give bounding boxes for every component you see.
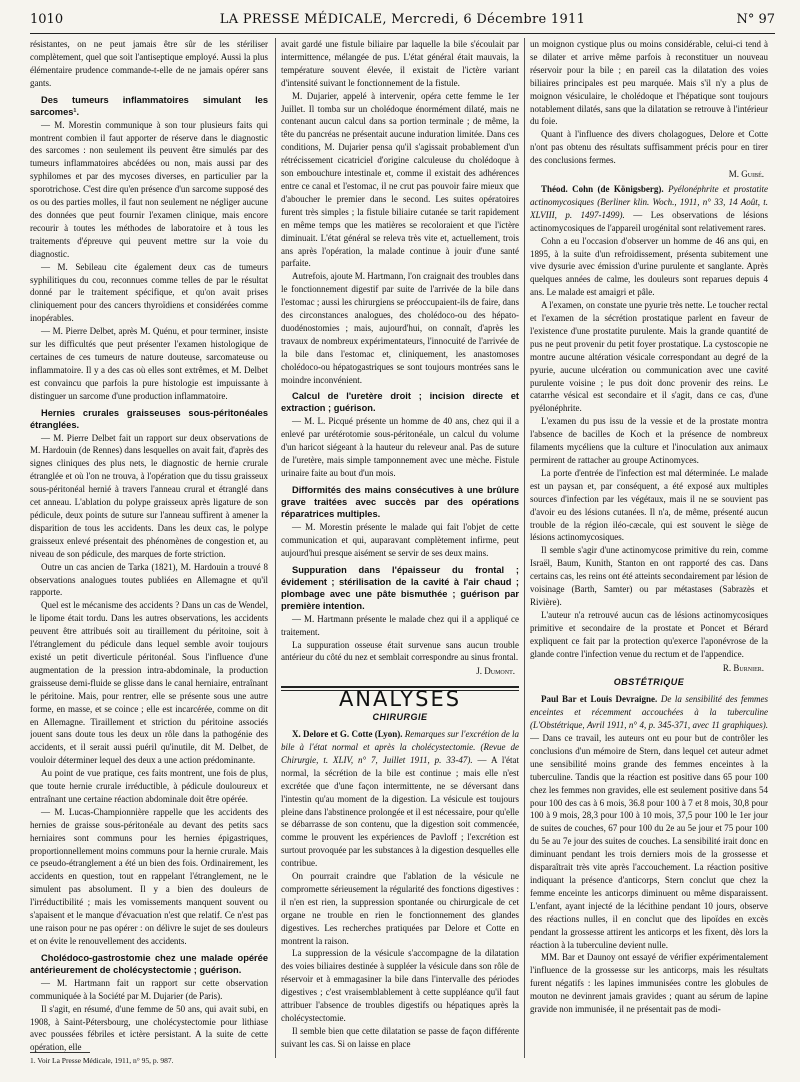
analysis-reference: (L'Obstétrique, Avril 1911, n° 4, p. 345-371, avec 11 graphiques). — [530, 720, 768, 731]
author-signature: J. Dumont. — [476, 666, 515, 677]
analysis-authors: Théod. Cohn (de Königsberg). — [541, 183, 664, 194]
paragraph: La porte d'entrée de l'infection est mal déterminée. Le malade est un paysan et, par conséquent, a été exposé aux multiples sources d'infection par les végétaux, mais il ne se souvient pas d'avoir eu des lésions cutanées. Il n'a, de même, présenté aucun trouble de la région iléo-cæcale, qui est souvent le siège de lésions actinomycosiques. — [530, 467, 768, 543]
article-heading: Calcul de l'uretère droit ; incision directe et extraction ; guérison. — [281, 391, 519, 414]
issue-number: N° 97 — [736, 12, 775, 27]
paragraph: Quel est le mécanisme des accidents ? Dans un cas de Wendel, le lipome était tordu. Dans les autres observations, les accidents peuvent être attribués soit au tiraillement du péritoine, soit à l'étranglement du pédicule dans lequel semble avoir toujours existé un petit diverticule péritonéal. Sous l'influence d'une augmentation de la pression intra-abdominale, la production graisseuse demi-fluide se glisse dans le canal herniaire, entraînant le péritoine. Mais, pour rentrer, elle se présente sous une autre forme, en masse, et se coince ; elle est incarcérée, comme on dit en Allemagne. Tiraillement et striction du péritoine associés jouent sans doute tous les deux un rôle dans la pathogénie des accidents, et il serait aussi puéril qu'inutile, dit M. Delbet, de vouloir déterminer lequel des deux a une action prédominante. — [30, 600, 268, 766]
paragraph: On pourrait craindre que l'ablation de la vésicule ne compromette sérieusement la régularité des fonctions digestives : il n'en est rien, la suppression spontanée ou chirurgicale de cet organe ne trouble en rien le fonctionnement des glandes digestives. Les recherches pratiquées par Delore et Cotte en montrent la raison. — [281, 871, 519, 946]
paragraph: Autrefois, ajoute M. Hartmann, l'on craignait des troubles dans le fonctionnement digestif par suite de l'arrivée de la bile dans l'estomac ; aussi les chirurgiens se préoccupaient-ils de faire, dans des circonstances analogues, des cholédoco-ou des hépato-duodénostomies ; mais, aujourd'hui, on connaît, d'après les travaux de nombreux expérimentateurs, l'innocuité de l'arrivée de la bile dans l'estomac et, cliniquement, les anastomoses cholédoco-ou hépatogastriques se sont toujours montrées sans le moindre inconvénient. — [281, 271, 519, 385]
analysis-entry — [281, 728, 519, 870]
article-heading: Hernies crurales graisseuses sous-péritonéales étranglées. — [30, 407, 268, 430]
analysis-entry — [530, 693, 768, 951]
article-heading: Difformités des mains consécutives à une brûlure grave traitées avec succès par des opérations réparatrices multiples. — [281, 485, 519, 519]
column-2 — [281, 38, 519, 1060]
paragraph: Cohn a eu l'occasion d'observer un homme de 46 ans qui, en 1895, à la suite d'un refroidissement, présenta subitement une vive dysurie avec émission d'urine purulente et sanglante. Après quelques années de calme, les douleurs sont reparues depuis 4 ans. Le malade est amaigri et pâle. — [530, 235, 768, 298]
paragraph: Quant à l'influence des divers cholagogues, Delore et Cotte n'ont pas obtenu des résultats suffisamment précis pour en tirer des conclusions fermes. — [530, 129, 768, 166]
paragraph: — M. Hartmann fait un rapport sur cette observation communiquée à la Société par M. Dujarier (de Paris). — [30, 977, 268, 1001]
analysis-authors: X. Delore et G. Cotte (Lyon). — [292, 729, 403, 740]
masthead: LA PRESSE MÉDICALE, Mercredi, 6 Décembre 1911 — [219, 12, 586, 27]
analysis-reference: (Berliner klin. Woch., 1911, n° 33, 14 Août, t. XLVIII, p. 1497-1499). — [530, 196, 768, 220]
analysis-authors: Paul Bar et Louis Devraigne. — [541, 694, 658, 705]
article-heading: Suppuration dans l'épaisseur du frontal ; évidement ; stérilisation de la cavité à l'air chaud ; plombage avec une pâte bismuthée ; guérison par première intention. — [281, 564, 519, 611]
article-heading: Des tumeurs inflammatoires simulant les sarcomes¹. — [30, 94, 268, 117]
paragraph: L'auteur n'a retrouvé aucun cas de lésions actinomycosiques primitive et secondaire de la prostate et Poncet et Bérard expliquent ce fait par la protection qu'exerce l'aponévrose de la glande contre l'infection venue du rectum et de l'appendice. — [530, 609, 768, 659]
analysis-body: — Dans ce travail, les auteurs ont eu pour but de contrôler les conclusions d'un mémoire de Stern, dans lequel cet auteur admet une sensibilité moins grande des femmes enceintes à la tuberculine. Tandis que la réaction est positive dans 65 pour 100 chez les femmes non gravides, elle est seulement positive dans 54 pour 100 des cas à 6 mois, 36.8 pour 100 à 7 et 8 mois, 30,8 pour 100 à 9 mois, 28,3 pour 100 à 10 mois, 37,5 pour 100 le 1er jour de suites de couches, 67 pour 100 du 2e au 5e jour et 75 pour 100 du 5e au 7e jour des suites de couches. La sensibilité irait donc en diminuant pendant les trois derniers mois de la grossesse et disparaîtrait très vite après l'accouchement. La réaction positive indiquant la présence d'anticorps, Stern conclut que chez la femme enceinte les anticorps diminuent ou même disparaissent. L'enfant, ayant injecté de la lécithine pendant 10 jours, observe des réactions nulles, il en conclut que des lipoïdes en excès pendant la grossesse attirent les anticorps et les fixent, dès lors la réaction à la tuberculine devient nulle. — [530, 733, 768, 950]
author-signature: M. Guibé. — [728, 169, 764, 180]
paragraph: un moignon cystique plus ou moins considérable, celui-ci tend à se dilater et arrive même parfois à reconstituer un nouveau réservoir pour la bile ; en pareil cas la dilatation des voies biliaires principales est peu marquée. Mais s'il n'y a plus de moignon vésiculaire, le cholédoque et l'hépatique sont toujours notablement dilatés, sans que la dilatation se retrouve à l'intérieur du foie. — [530, 39, 768, 127]
paragraph: — M. Sebileau cite également deux cas de tumeurs syphilitiques du cou, reconnues comme telles de par le résultat donné par le traitement spécifique, et qu'on avait prises cliniquement pour des cancers thyroïdiens et considérées comme inopérables. — [30, 261, 268, 324]
paragraph: Au point de vue pratique, ces faits montrent, une fois de plus, que toute hernie crurale irréductible, à pédicule douloureux et entraînant une certaine réaction abdominale doit être opérée. — [30, 768, 268, 804]
paragraph: MM. Bar et Daunoy ont essayé de vérifier expérimentalement l'influence de la grossesse sur les anticorps, mais les résultats furent négatifs : les lapines immunisées contre les globules de mouton ne devinrent jamais gravides ; quant au sérum de lapine gravide non immunisée, il ne présentait pas de modi- — [530, 952, 768, 1015]
paragraph: Il semble bien que cette dilatation se passe de façon différente suivant les cas. Si on laisse en place — [281, 1025, 519, 1049]
column-rule — [524, 38, 525, 1058]
paragraph: M. Dujarier, appelé à intervenir, opéra cette femme le 1er Juillet. Il tomba sur un cholédoque énormément dilaté, mais ne contenant aucun calcul dans sa portion terminale ; de même, la tête du pancréas ne présentait aucune induration limitée. Dans ces conditions, M. Dujarier pensa qu'il s'agissait probablement d'un rétrécissement cicatriciel d'origine calculeuse du cholédoque à son embouchure intestinale et, comme il existait des adhérences entre ce canal et l'estomac, il ne crut pas pouvoir faire mieux que d'aboucher le premier dans le second. Les suites opératoires furent très simples ; la fistule biliaire cutanée se tarit rapidement en même temps que les matières se recoloraient et que l'ictère diminuait. L'état général se releva très vite et, actuellement, trois ans après l'opération, la malade continue à jouir d'une santé parfaite. — [281, 90, 519, 269]
paragraph: — M. Pierre Delbet fait un rapport sur deux observations de M. Hardouin (de Rennes) dans lesquelles on avait fait, d'après des signes cliniques des plus nets, le diagnostic de hernie crurale étranglée et où l'on ne trouva, à l'opération que du tissu graisseux sous-péritonéal hernié à travers l'anneau crural et étranglé dans cet anneau. L'ablation du polype graisseux après ligature de son pédicule, deux points de suture sur l'anneau suffirent à amener la disparition de tous les accidents. Dans les deux cas, le polype graisseux enlevé présentait des phénomènes de congestion et, au niveau de son pédicule, des marques de forte striction. — [30, 432, 268, 559]
footnote-rule — [30, 1052, 90, 1053]
paragraph: Il semble s'agir d'une actinomycose primitive du rein, comme Israël, Baum, Kunith, Stanton en ont rapporté des cas. Dans certains cas, les reins ont été atteints secondairement par lésion de voisinage (Barth, Samter) ou par métastases (Sabrazès et Rivière). — [530, 545, 768, 607]
section-title-analyses: ANALYSES — [338, 687, 462, 712]
analysis-entry — [530, 183, 768, 235]
paragraph: — M. Lucas-Championnière rappelle que les accidents des hernies de graisse sous-péritonéale au devant des petits sacs herniaires sont communs pour les hernies épigastriques, proportionnellement moins communs pour la hernie crurale. Mais ce pseudo-étranglement a été un bien des fois. Ordinairement, les accidents en question, tout en rappelant l'étranglement, ne le simulent pas absolument. Il y a bien des douleurs de l'irréductibilité ; mais les vomissements manquent souvent ou s'apaisent et le manque d'évacuation n'est que relatif. Ce n'est pas une raison pour ne pas opérer : on délivre le sujet de ses douleurs et on évite le renouvellement des accidents. — [30, 806, 268, 946]
analysis-title: Remarques sur l'excrétion de la bile à l'état normal et après la cholécystectomie. — [281, 729, 519, 752]
paragraph: — M. Morestin communique à son tour plusieurs faits qui montrent combien il faut apporter de réserve dans le diagnostic des sarcomes : non seulement ils peuvent être simulés par des tumeurs inflammatoires abcédées ou non, mais aussi par des syphilomes et par des mycoses diverses, en particulier par la sporotrichose. C'est dire qu'en présence d'un sarcome supposé des os ou des parties molles, il faut non seulement ne négliger aucune des données que peut fournir l'examen clinique, mais encore recourir à toutes les méthodes de laboratoire et à tous les traitements d'épreuve qui peuvent mettre sur la voie du diagnostic. — [30, 119, 268, 259]
header-rule — [30, 33, 775, 34]
paragraph: La suppression de la vésicule s'accompagne de la dilatation des voies biliaires destinée à suppléer la vésicule dans son rôle de réservoir et à emmagasiner la bile dans l'intervalle des périodes digestives ; c'est vraisemblablement à cette suppléance qu'il faut attribuer l'absence de troubles digestifs ou hépatiques après la cholécystectomie. — [281, 948, 519, 1023]
analysis-body: — A l'état normal, la sécrétion de la bile est continue ; mais elle n'est excrétée que d'une façon intermittente, ne se déversant dans l'intestin qu'au moment de la digestion. La vésicule est toujours pleine dans l'abstinence prolongée et il est nécessaire, pour qu'elle se débarrasse de son contenu, que la digestion soit commencée, comme le prouvent les expériences de Pavloff ; l'excrétion est surtout provoquée par les substances à la digestion desquelles elle contribue. — [281, 754, 519, 869]
paragraph: La suppuration osseuse était survenue sans aucun trouble antérieur du côté du nez et semblait correspondre au sinus frontal. — [281, 639, 519, 663]
paragraph: L'examen du pus issu de la vessie et de la prostate montra l'absence de bacilles de Koch et la présence de nombreux filaments mycéliens que la culture et l'inoculation aux animaux permirent de rattacher au groupe Actinomyces. — [530, 416, 768, 465]
column-rule — [275, 38, 276, 1058]
subsection-chirurgie: CHIRURGIE — [372, 712, 428, 723]
column-3 — [530, 38, 768, 1060]
paragraph: — M. Morestin présente le malade qui fait l'objet de cette communication et qui, auparavant complètement infirme, peut aujourd'hui presque aisément se servir de ses deux mains. — [281, 522, 519, 558]
paragraph: A l'examen, on constate une pyurie très nette. Le toucher rectal et l'examen de la sécrétion prostatique parlent en faveur de l'existence d'une prostatite purulente. Mais la grande quantité de pus ne peut provenir du petit foyer prostatique. La cystoscopie ne montre aucune altération vésicale correspondant au degré de la pyurie, aucune ulcération ou communication avec une cavité purulente voisine ; le pus doit donc provenir des reins. Le catarrhe vésical est secondaire et il s'agit, dans ce cas, d'une pyélonéphrite. — [530, 300, 768, 414]
column-1 — [30, 38, 268, 1060]
analysis-title: De la sensibilité des femmes enceintes et récemment accouchées à la tuberculine — [530, 694, 768, 718]
paragraph: Outre un cas ancien de Tarka (1821), M. Hardouin a trouvé 8 observations analogues toutes publiées en Allemagne et qu'il rapporte. — [30, 561, 268, 598]
paragraph: résistantes, on ne peut jamais être sûr de les stériliser complètement, quel que soit l'antiseptique employé. Aussi la plus élémentaire prudence commande-t-elle de ne jamais opérer sans gants. — [30, 39, 268, 88]
article-heading: Cholédoco-gastrostomie chez une malade opérée antérieurement de cholécystectomie ; guérison. — [30, 952, 268, 975]
analysis-title: Pyélonéphrite et prostatite actinomycosiques — [530, 183, 768, 207]
author-signature: R. Burnier. — [722, 662, 764, 673]
page-header — [30, 12, 775, 32]
paragraph: Il s'agit, en résumé, d'une femme de 50 ans, qui avait subi, en 1908, à Saint-Pétersbourg, une cholécystectomie pour lithiase avec poussées fébriles et ictère persistant. A la suite de cette opération, elle — [30, 1003, 268, 1053]
footnote: 1. Voir La Presse Médicale, 1911, n° 95, p. 987. — [30, 1056, 174, 1065]
analysis-body: — Les observations de lésions actinomycosiques de l'appareil urogénital sont relativement rares. — [530, 209, 768, 233]
paragraph: — M. Hartmann présente le malade chez qui il a appliqué ce traitement. — [281, 613, 519, 637]
analysis-reference: (Revue de Chirurgie, t. XLIV, n° 7, Juillet 1911, p. 33-47). — [281, 741, 519, 765]
paragraph: — M. Pierre Delbet, après M. Quénu, et pour terminer, insiste sur les difficultés que peut présenter l'examen histologique de certaines de ces tumeurs de nature douteuse, sarcomateuse ou inflammatoire. Il y a des cas où elles sont extrêmes, et M. Delbet est convaincu que parfois la pure histologie est impuissante à distinguer un sarcome d'une production inflammatoire. — [30, 326, 268, 401]
paragraph: avait gardé une fistule biliaire par laquelle la bile s'écoulait par intermittence, mélangée de pus. L'état général était mauvais, la température souvent élevée, il existait de l'ictère variant d'intensité suivant le fonctionnement de la fistule. — [281, 39, 519, 88]
paragraph: — M. L. Picqué présente un homme de 40 ans, chez qui il a enlevé par urétérotomie sous-péritonéale, un calcul du volume d'un haricot siégeant à la hauteur du releveur anal. Pas de suture de l'uretère, mais simple tamponnement avec une mèche. Fistule urinaire faite au bout d'un mois. — [281, 416, 519, 479]
page-number: 1010 — [30, 12, 64, 27]
subsection-obstetrique: OBSTÉTRIQUE — [613, 677, 685, 688]
